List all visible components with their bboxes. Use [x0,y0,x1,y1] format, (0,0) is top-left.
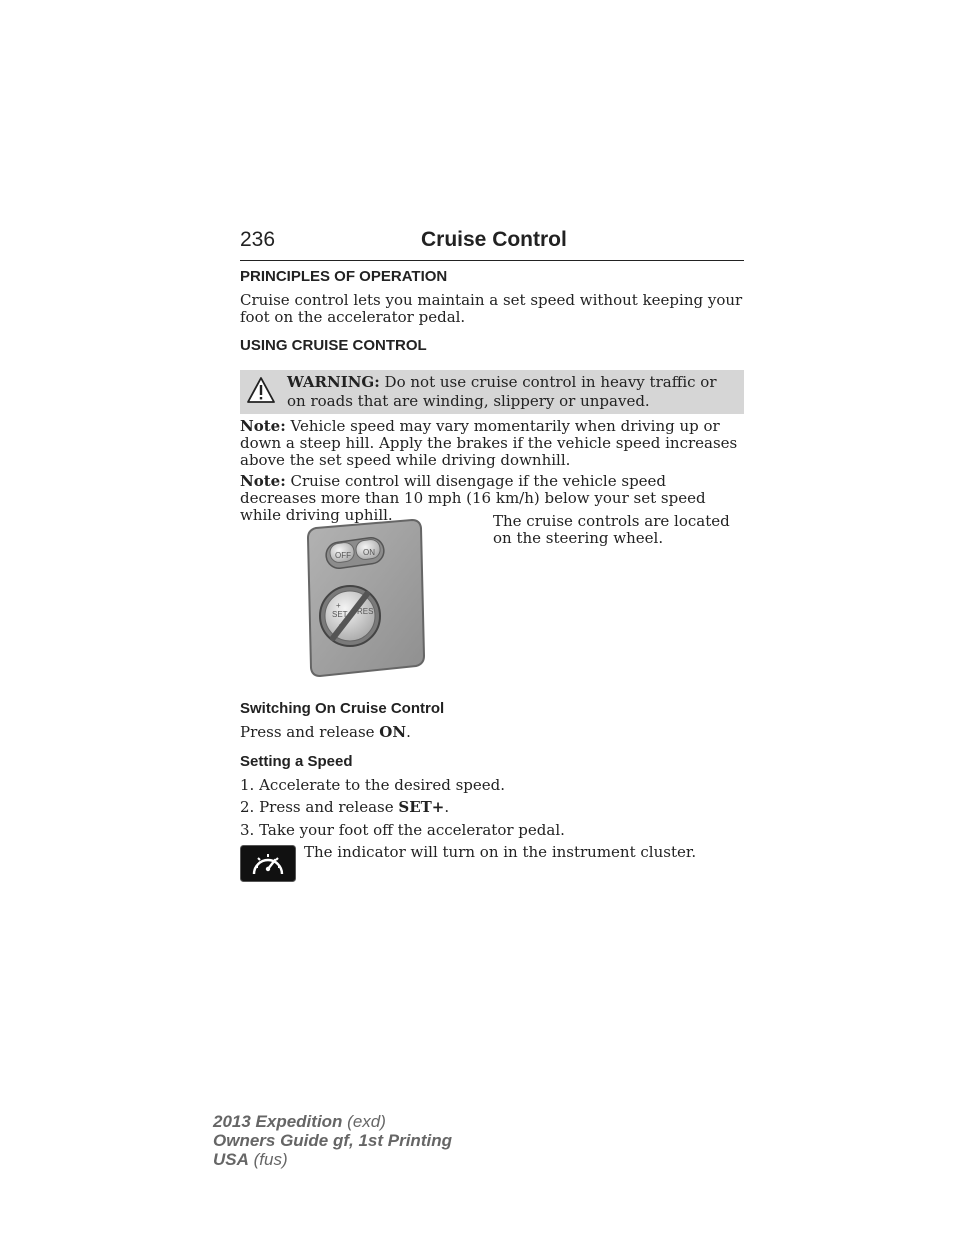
step-2 [240,799,744,816]
warning-text [287,373,727,411]
note-label: Note: [240,472,286,490]
instruction-text: Press and release [240,723,380,741]
page-header [240,228,744,261]
note-text: Cruise control will disengage if the vehicle speed decreases more than 10 mph (16 km/h) below your set speed while driving uphill. [240,472,706,524]
page-title: Cruise Control [421,228,567,251]
footer-model: 2013 Expedition [213,1112,343,1131]
warning-label: WARNING: [287,373,380,391]
footer-line-3 [213,1150,452,1169]
step-text: . [444,798,450,816]
set-label: SET [332,610,348,619]
switching-heading: Switching On Cruise Control [240,700,445,717]
cruise-control-indicator-icon [240,845,296,882]
note-speed-variance [240,418,744,469]
switching-instruction [240,724,744,741]
figure-caption: The cruise controls are located on the steering wheel. [493,512,730,547]
page-number: 236 [240,228,276,251]
plus-label: + [336,601,341,610]
step-1: 1. Accelerate to the desired speed. [240,776,506,794]
cruise-control-switch-figure [300,516,430,681]
principles-heading: PRINCIPLES OF OPERATION [240,268,448,285]
instruction-text: . [406,723,411,741]
note-text: Vehicle speed may vary momentarily when driving up or down a steep hill. Apply the brakes if the vehicle speed increases above the set speed while driving downhill. [240,417,738,469]
step-3: 3. Take your foot off the accelerator pedal. [240,821,565,839]
footer [213,1112,452,1169]
footer-model-code: (exd) [342,1112,386,1131]
note-label: Note: [240,417,286,435]
footer-line-1 [213,1112,452,1131]
warning-box [240,370,744,414]
res-label: RES [357,607,374,616]
using-heading: USING CRUISE CONTROL [240,337,427,354]
on-label: ON [363,548,375,557]
footer-market: USA [213,1150,249,1169]
footer-market-code: (fus) [248,1150,288,1169]
indicator-text: The indicator will turn on in the instrument cluster. [304,843,697,861]
off-label: OFF [335,551,351,560]
footer-guide: Owners Guide gf, 1st Printing [213,1131,452,1150]
setting-heading: Setting a Speed [240,753,353,770]
minus-label: – [339,620,344,629]
warning-message: Do not use cruise control in heavy traffic or on roads that are winding, slippery or unpaved. [287,373,717,410]
step-text: 2. Press and release [240,798,399,816]
principles-body: Cruise control lets you maintain a set speed without keeping your foot on the accelerator pedal. [240,291,743,326]
warning-triangle-icon [246,376,276,404]
footer-line-2 [213,1131,452,1150]
set-button-ref: SET+ [398,798,445,816]
on-button-ref: ON [379,723,407,741]
